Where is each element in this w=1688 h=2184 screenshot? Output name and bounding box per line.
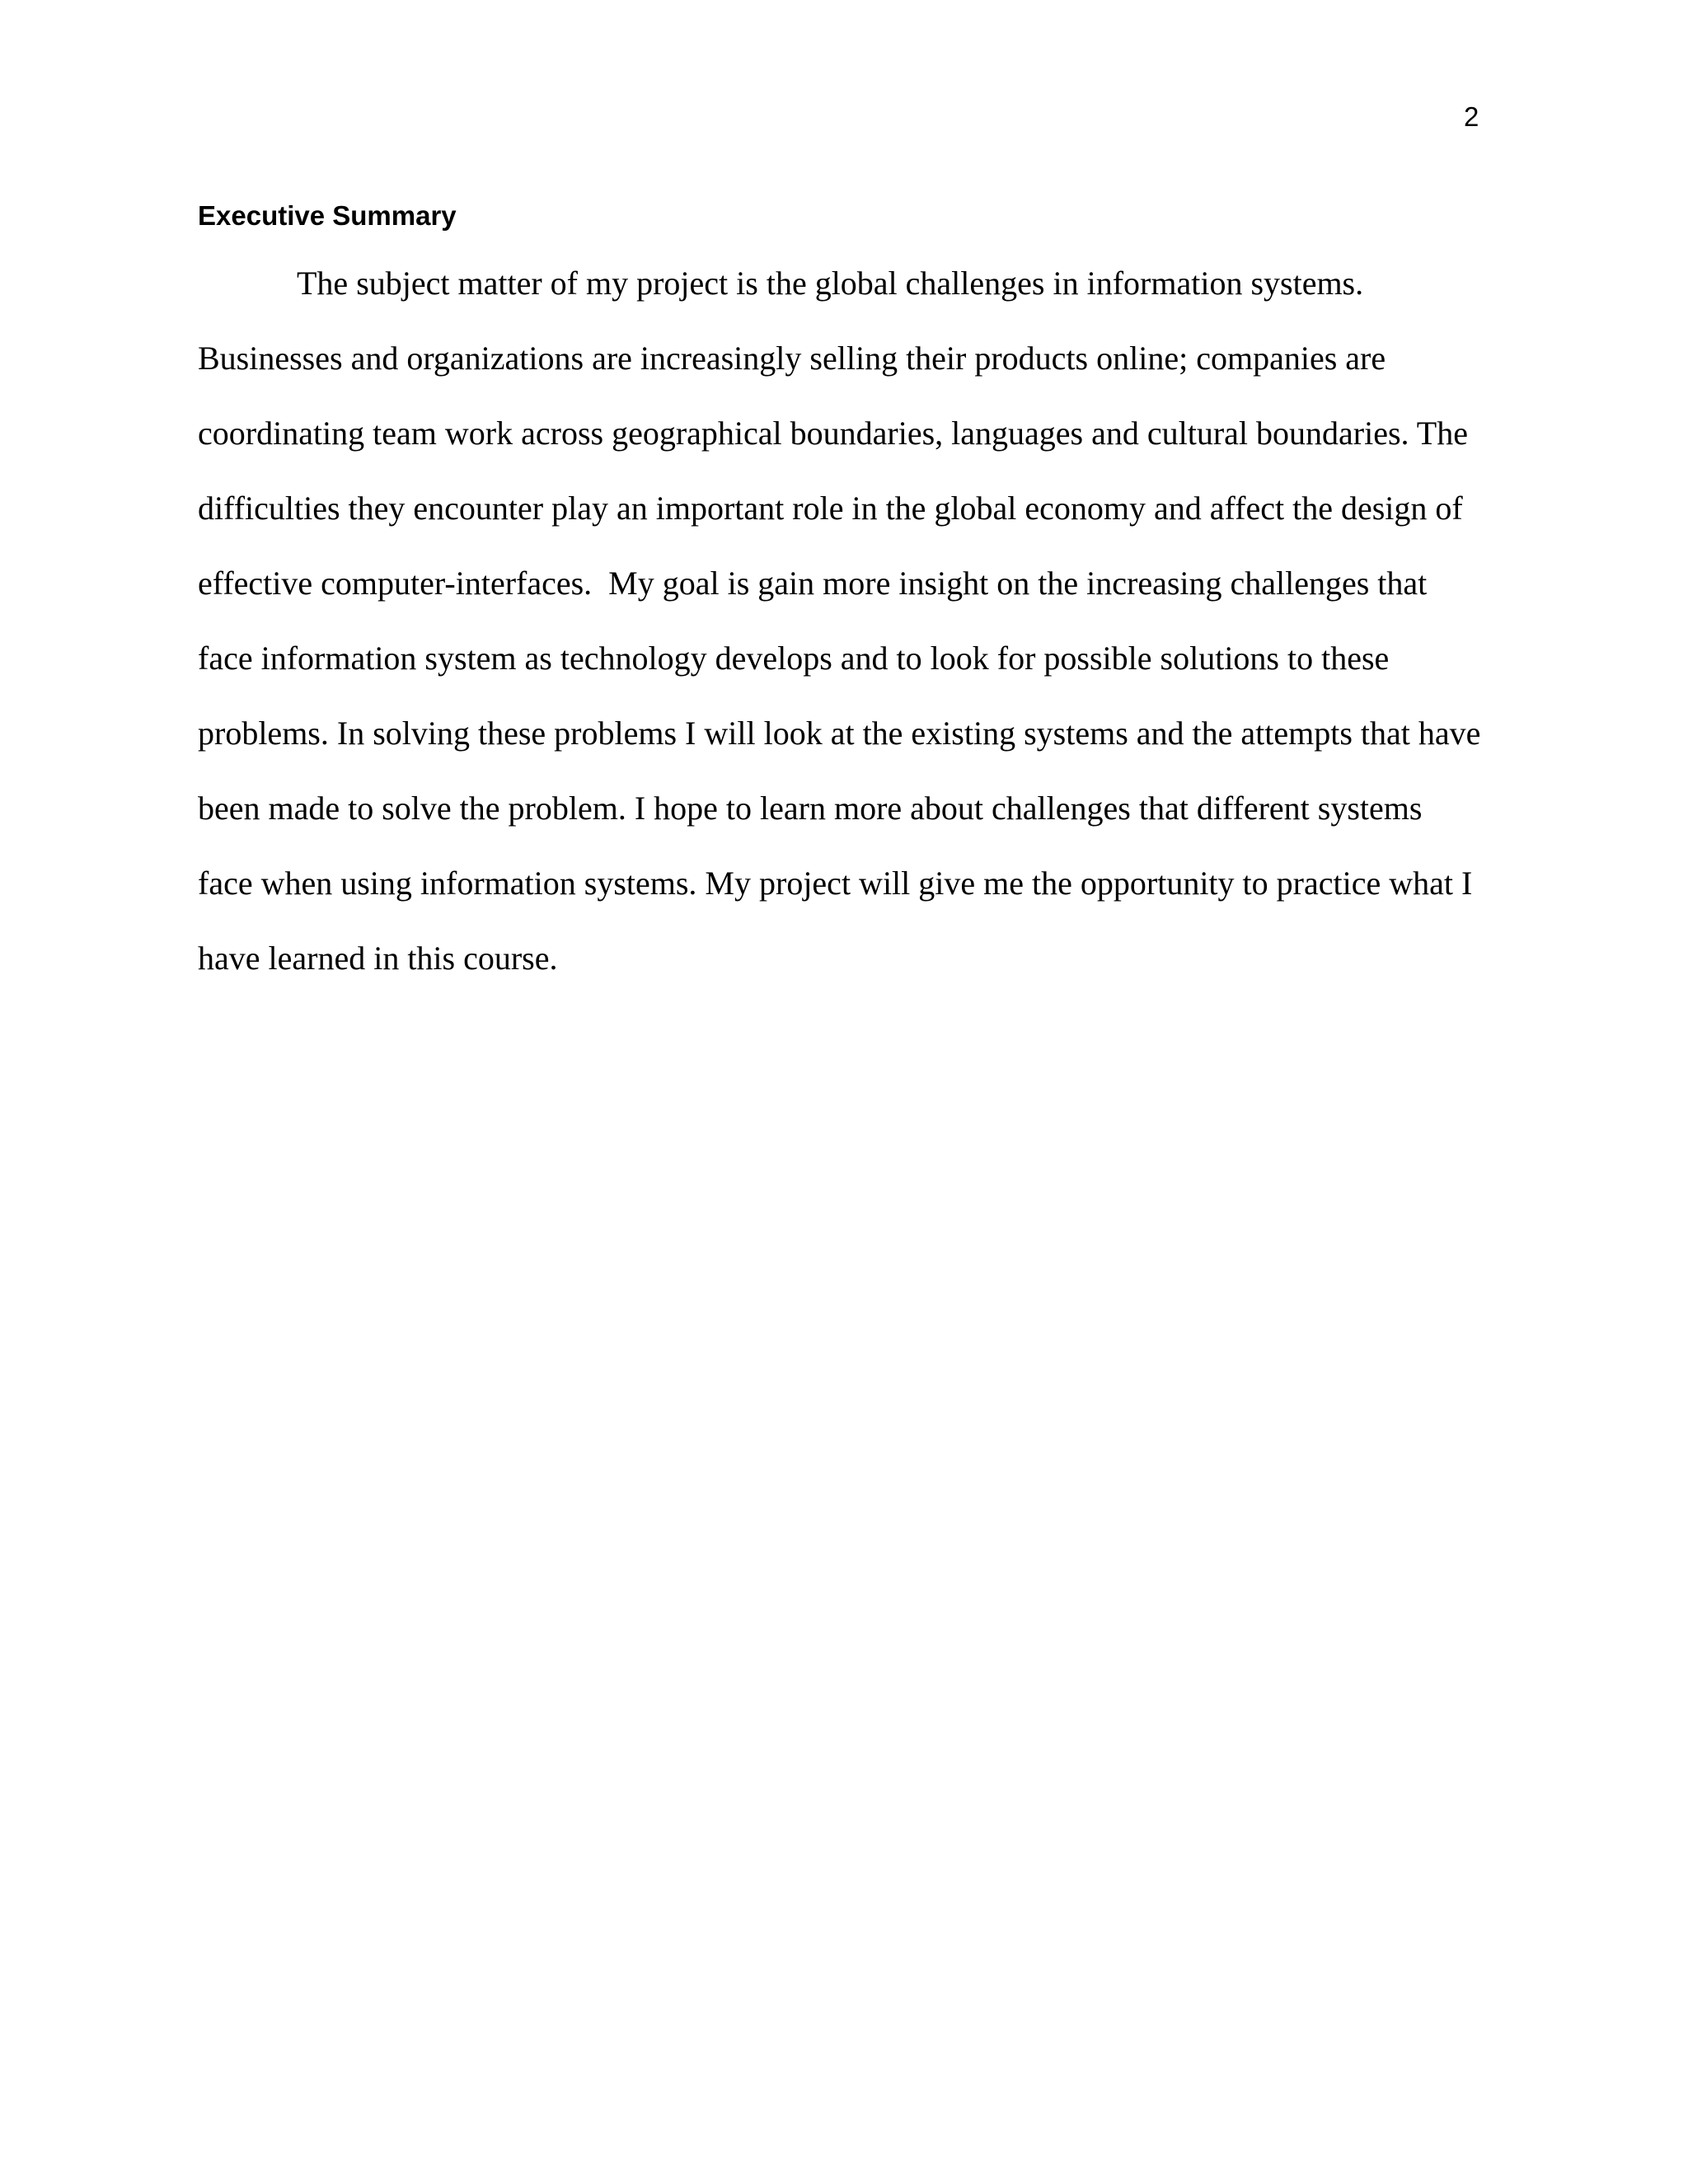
paragraph-line-3: coordinating team work across geographical boundaries, languages and cultural boundaries. The: [198, 415, 1468, 452]
paragraph-line-7: problems. In solving these problems I will look at the existing systems and the attempts that have: [198, 715, 1481, 752]
paragraph-line-10: have learned in this course.: [198, 940, 558, 977]
paragraph-line-6: face information system as technology develops and to look for possible solutions to these: [198, 640, 1390, 677]
paragraph-line-8: been made to solve the problem. I hope to learn more about challenges that different systems: [198, 790, 1423, 827]
section-heading: Executive Summary: [198, 200, 457, 231]
page-number: 2: [1464, 101, 1479, 132]
paragraph-line-5: effective computer-interfaces. My goal is gain more insight on the increasing challenges that: [198, 565, 1428, 602]
paragraph-line-9: face when using information systems. My project will give me the opportunity to practice what I: [198, 865, 1473, 902]
paragraph-line-1: The subject matter of my project is the global challenges in information systems.: [297, 265, 1364, 302]
paragraph-line-4: difficulties they encounter play an important role in the global economy and affect the design of: [198, 490, 1463, 527]
paragraph-line-2: Businesses and organizations are increasingly selling their products online; companies are: [198, 340, 1386, 377]
